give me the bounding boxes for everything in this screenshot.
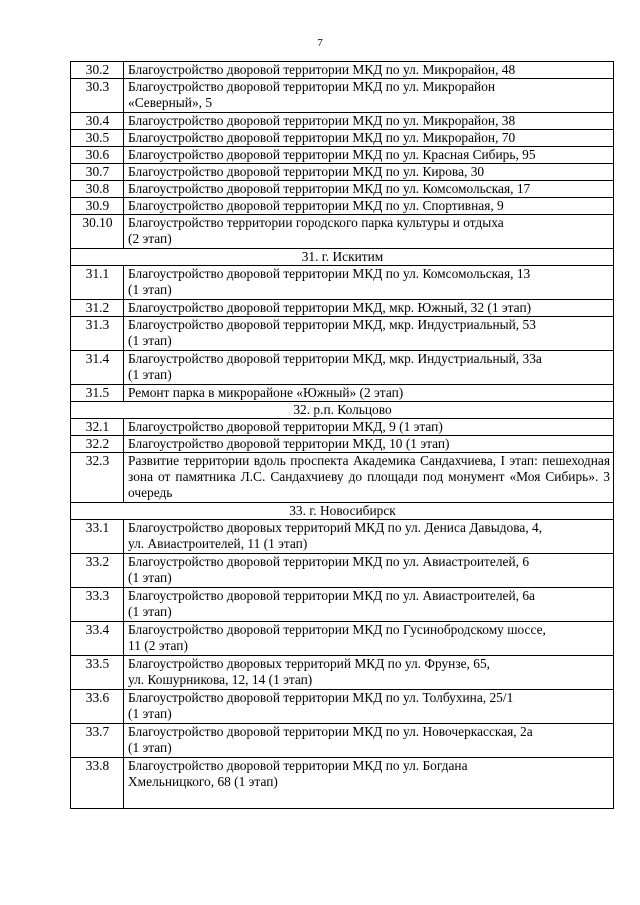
table-row — [71, 588, 614, 622]
section-header-row — [71, 402, 614, 419]
table-row — [71, 351, 614, 385]
row-description — [124, 266, 614, 300]
description-line: Благоустройство дворовой территории МКД по ул. Богдана — [128, 758, 468, 773]
table-row — [71, 181, 614, 198]
description-line: Благоустройство территории городского парка культуры и отдыха — [128, 215, 504, 230]
row-description — [124, 300, 614, 317]
row-description — [124, 419, 614, 436]
section-header-row — [71, 503, 614, 520]
description-line: (1 этап) — [128, 604, 172, 619]
description-line: (1 этап) — [128, 706, 172, 721]
row-number: 33.5 — [71, 656, 124, 690]
table-row — [71, 300, 614, 317]
table-row — [71, 266, 614, 300]
description-line: Благоустройство дворовой территории МКД, 9 (1 этап) — [128, 419, 443, 434]
row-number: 30.4 — [71, 113, 124, 130]
description-line: Благоустройство дворовой территории МКД по ул. Толбухина, 25/1 — [128, 690, 514, 705]
description-line: ул. Кошурникова, 12, 14 (1 этап) — [128, 672, 313, 687]
row-number: 33.8 — [71, 758, 124, 809]
table-row — [71, 520, 614, 554]
description-line: ул. Авиастроителей, 11 (1 этап) — [128, 536, 308, 551]
description-line: Благоустройство дворовой территории МКД по ул. Красная Сибирь, 95 — [128, 147, 536, 162]
description-line: Ремонт парка в микрорайоне «Южный» (2 этап) — [128, 385, 404, 400]
description-line: Благоустройство дворовой территории МКД по ул. Комсомольская, 13 — [128, 266, 531, 281]
description-line: Благоустройство дворовой территории МКД по ул. Авиастроителей, 6а — [128, 588, 535, 603]
row-number: 30.5 — [71, 130, 124, 147]
description-line: (1 этап) — [128, 570, 172, 585]
table-row — [71, 147, 614, 164]
description-line: Благоустройство дворовой территории МКД по ул. Микрорайон, 48 — [128, 62, 516, 77]
table-row — [71, 419, 614, 436]
table-row — [71, 130, 614, 147]
row-description — [124, 656, 614, 690]
row-description — [124, 317, 614, 351]
description-line: 11 (2 этап) — [128, 638, 188, 653]
description-line: Благоустройство дворовой территории МКД по ул. Авиастроителей, 6 — [128, 554, 530, 569]
row-number: 30.10 — [71, 215, 124, 249]
table-row — [71, 317, 614, 351]
row-description — [124, 724, 614, 758]
row-number: 30.6 — [71, 147, 124, 164]
table-row — [71, 198, 614, 215]
row-description — [124, 181, 614, 198]
row-description — [124, 79, 614, 113]
row-description — [124, 113, 614, 130]
row-number: 33.3 — [71, 588, 124, 622]
row-description — [124, 436, 614, 453]
table-row — [71, 113, 614, 130]
description-line: (1 этап) — [128, 367, 172, 382]
table-row — [71, 453, 614, 503]
table-row — [71, 436, 614, 453]
row-number: 31.5 — [71, 385, 124, 402]
table-row — [71, 622, 614, 656]
row-number: 31.2 — [71, 300, 124, 317]
row-number: 31.3 — [71, 317, 124, 351]
description-line: Благоустройство дворовой территории МКД по ул. Новочеркасская, 2а — [128, 724, 533, 739]
row-number: 30.9 — [71, 198, 124, 215]
row-number: 33.6 — [71, 690, 124, 724]
row-number: 30.3 — [71, 79, 124, 113]
description-line: Благоустройство дворовых территорий МКД по ул. Фрунзе, 65, — [128, 656, 490, 671]
description-line: Благоустройство дворовых территорий МКД по ул. Дениса Давыдова, 4, — [128, 520, 543, 535]
row-number: 33.1 — [71, 520, 124, 554]
description-line: Благоустройство дворовой территории МКД, мкр. Индустриальный, 33а — [128, 351, 542, 366]
table-row — [71, 724, 614, 758]
row-number: 31.4 — [71, 351, 124, 385]
row-description — [124, 351, 614, 385]
row-description — [124, 147, 614, 164]
table-row — [71, 62, 614, 79]
description-line: (1 этап) — [128, 740, 172, 755]
description-line: (1 этап) — [128, 282, 172, 297]
description-line: Благоустройство дворовой территории МКД по ул. Кирова, 30 — [128, 164, 485, 179]
row-description — [124, 588, 614, 622]
row-number: 32.2 — [71, 436, 124, 453]
row-number: 30.8 — [71, 181, 124, 198]
description-line: Благоустройство дворовой территории МКД по Гусинобродскому шоссе, — [128, 622, 546, 637]
table-row — [71, 758, 614, 809]
row-description — [124, 164, 614, 181]
table-row — [71, 79, 614, 113]
row-number: 33.4 — [71, 622, 124, 656]
table-row — [71, 656, 614, 690]
row-description — [124, 622, 614, 656]
section-title: 32. р.п. Кольцово — [71, 402, 614, 419]
description-line: Благоустройство дворовой территории МКД по ул. Спортивная, 9 — [128, 198, 504, 213]
description-line: Благоустройство дворовой территории МКД по ул. Микрорайон, 70 — [128, 130, 516, 145]
row-description — [124, 520, 614, 554]
row-description — [124, 690, 614, 724]
description-line: Благоустройство дворовой территории МКД, мкр. Южный, 32 (1 этап) — [128, 300, 532, 315]
table-row — [71, 215, 614, 249]
table-row — [71, 164, 614, 181]
projects-table — [70, 61, 614, 809]
page-number: 7 — [317, 37, 323, 49]
description-line: Благоустройство дворовой территории МКД по ул. Микрорайон, 38 — [128, 113, 516, 128]
row-number: 30.7 — [71, 164, 124, 181]
table-row — [71, 385, 614, 402]
description-line: «Северный», 5 — [128, 95, 213, 110]
section-header-row — [71, 249, 614, 266]
row-description — [124, 198, 614, 215]
row-number: 32.1 — [71, 419, 124, 436]
row-number: 33.2 — [71, 554, 124, 588]
description-line: Благоустройство дворовой территории МКД по ул. Комсомольская, 17 — [128, 181, 531, 196]
row-description — [124, 758, 614, 809]
description-line: Благоустройство дворовой территории МКД, мкр. Индустриальный, 53 — [128, 317, 536, 332]
row-number: 32.3 — [71, 453, 124, 503]
description-line: Благоустройство дворовой территории МКД по ул. Микрорайон — [128, 79, 496, 94]
row-number: 33.7 — [71, 724, 124, 758]
table-row — [71, 690, 614, 724]
row-description: Развитие территории вдоль проспекта Академика Сандахчиева, I этап: пешеходная зона от памятника Л.С. Сандахчиеву до площади под монумент «Моя Сибирь». 3 очередь — [124, 453, 614, 503]
section-title: 31. г. Искитим — [71, 249, 614, 266]
description-line: Хмельницкого, 68 (1 этап) — [128, 774, 278, 789]
table-row — [71, 554, 614, 588]
row-number: 31.1 — [71, 266, 124, 300]
row-number: 30.2 — [71, 62, 124, 79]
description-line: (1 этап) — [128, 333, 172, 348]
row-description — [124, 130, 614, 147]
row-description — [124, 215, 614, 249]
row-description — [124, 62, 614, 79]
projects-table-body — [71, 62, 614, 809]
section-title: 33. г. Новосибирск — [71, 503, 614, 520]
description-line: Благоустройство дворовой территории МКД, 10 (1 этап) — [128, 436, 450, 451]
description-line: (2 этап) — [128, 231, 172, 246]
row-description — [124, 385, 614, 402]
row-description — [124, 554, 614, 588]
